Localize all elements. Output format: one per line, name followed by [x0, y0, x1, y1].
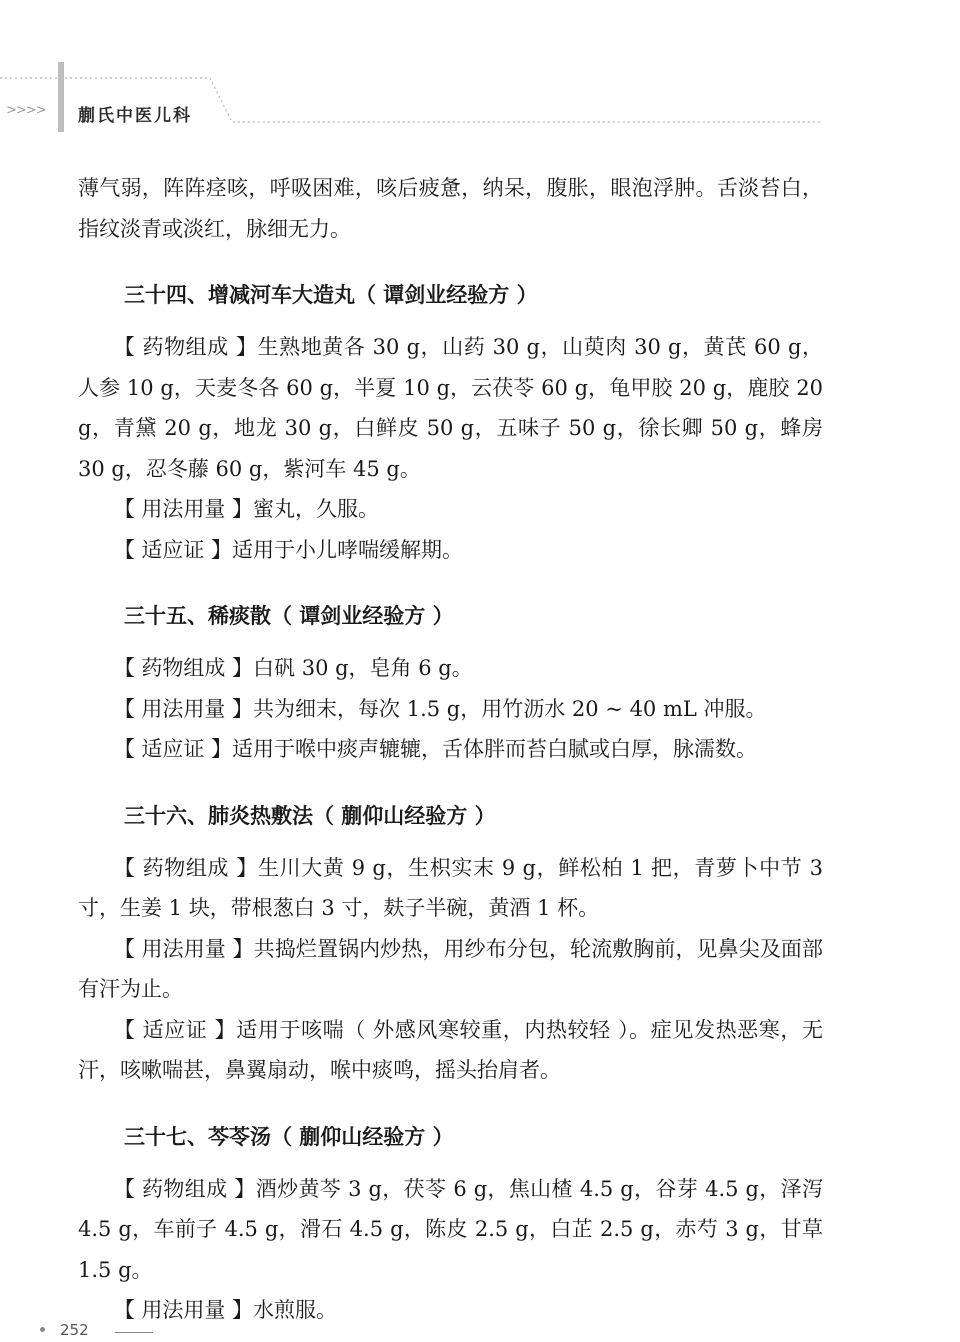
section-heading: 三十六、肺炎热敷法（ 蒯仰山经验方 ）	[124, 803, 496, 828]
header-arrows: >>>>	[6, 103, 46, 118]
page-content	[78, 168, 823, 1331]
section-paragraph: 【 用法用量 】水煎服。	[113, 1298, 338, 1322]
page-footer	[40, 1318, 240, 1342]
section-37	[78, 1117, 823, 1331]
section-heading: 三十四、增减河车大造丸（ 谭剑业经验方 ）	[124, 283, 538, 307]
section-paragraph: 【 药物组成 】生熟地黄各 30 g，山药 30 g，山萸肉 30 g，黄芪 60 g，人参 10 g，天麦冬各 60 g，半夏 10 g，云茯苓 60 g，龟甲胶 20 g，鹿胶 20 g，青黛 20 g，地龙 30 g，白鲜皮 50 g，五味子 50 g，徐长卿 50 g，蜂房 30 g，忍冬藤 60 g，紫河车 45 g。	[78, 335, 823, 481]
section-paragraph: 【 用法用量 】共捣烂置锅内炒热，用纱布分包，轮流敷胸前，见鼻尖及面部有汗为止。	[78, 936, 823, 1001]
section-paragraph: 【 适应证 】适用于小儿哮喘缓解期。	[113, 537, 464, 562]
page-header	[0, 0, 960, 140]
section-heading: 三十五、稀痰散（ 谭剑业经验方 ）	[124, 604, 454, 628]
section-paragraph: 【 适应证 】适用于咳喘（ 外感风寒较重，内热较轻 ）。症见发热恶寒，无汗，咳嗽喘甚，鼻翼扇动，喉中痰鸣，摇头抬肩者。	[78, 1017, 823, 1082]
section-paragraph: 【 适应证 】适用于喉中痰声辘辘，舌体胖而苔白腻或白厚，脉濡数。	[113, 737, 758, 761]
section-35	[78, 596, 823, 770]
section-paragraph: 【 药物组成 】生川大黄 9 g，生枳实末 9 g，鲜松柏 1 把，青萝卜中节 3 寸，生姜 1 块，带根葱白 3 寸，麸子半碗，黄酒 1 杯。	[78, 855, 823, 920]
section-36	[78, 796, 823, 1091]
section-paragraph: 【 用法用量 】共为细末，每次 1.5 g，用竹沥水 20 ~ 40 mL 冲服。	[113, 696, 767, 721]
footer-rule	[115, 1332, 153, 1333]
footer-dot	[40, 1327, 45, 1332]
page-number: 252	[60, 1321, 89, 1339]
section-heading: 三十七、芩苓汤（ 蒯仰山经验方 ）	[124, 1124, 454, 1149]
section-paragraph: 【 药物组成 】酒炒黄芩 3 g，茯苓 6 g，焦山楂 4.5 g，谷芽 4.5 g，泽泻 4.5 g，车前子 4.5 g，滑石 4.5 g，陈皮 2.5 g，白芷 2.5 g，赤芍 3 g，甘草 1.5 g。	[78, 1176, 823, 1282]
header-bar	[58, 62, 64, 132]
section-paragraph: 【 用法用量 】蜜丸，久服。	[113, 497, 380, 521]
section-paragraph: 【 药物组成 】白矾 30 g，皂角 6 g。	[113, 656, 473, 680]
section-34	[78, 275, 823, 570]
intro-paragraph: 薄气弱，阵阵痉咳，呼吸困难，咳后疲惫，纳呆，腹胀，眼泡浮肿。舌淡苔白，指纹淡青或淡红，脉细无力。	[78, 176, 823, 241]
book-title: 蒯氏中医儿科	[78, 106, 192, 126]
